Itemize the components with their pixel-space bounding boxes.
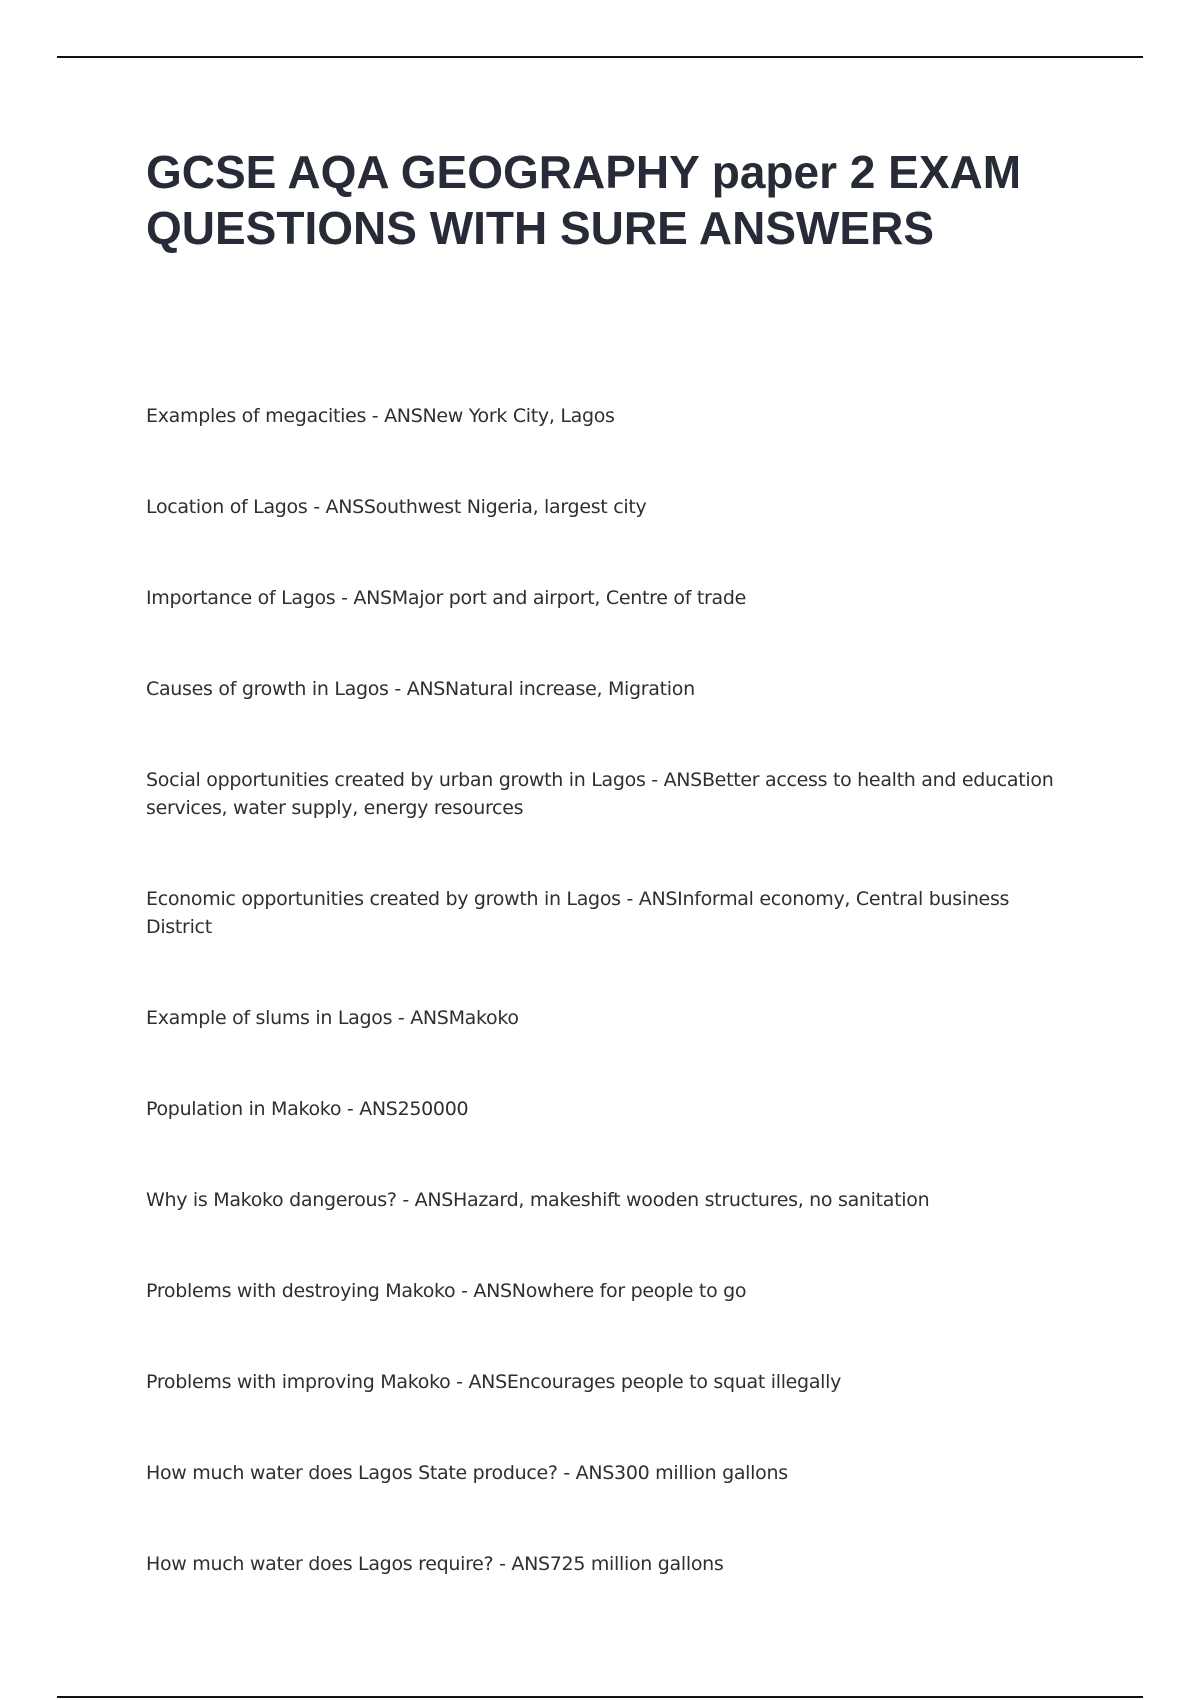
qa-item: Importance of Lagos - ANSMajor port and airport, Centre of trade (146, 587, 746, 609)
qa-item: How much water does Lagos require? - ANS725 million gallons (146, 1553, 724, 1575)
qa-item: Social opportunities created by urban growth in Lagos - ANSBetter access to health and education services, water supply, energy resources (146, 769, 1054, 819)
qa-item: Economic opportunities created by growth in Lagos - ANSInformal economy, Central business District (146, 888, 1010, 938)
qa-item: Examples of megacities - ANSNew York City, Lagos (146, 405, 615, 427)
qa-item: Population in Makoko - ANS250000 (146, 1098, 469, 1120)
qa-item: Why is Makoko dangerous? - ANSHazard, makeshift wooden structures, no sanitation (146, 1189, 930, 1211)
qa-item: Location of Lagos - ANSSouthwest Nigeria, largest city (146, 496, 647, 518)
qa-item: Causes of growth in Lagos - ANSNatural increase, Migration (146, 678, 695, 700)
qa-item: Problems with destroying Makoko - ANSNowhere for people to go (146, 1280, 747, 1302)
qa-list (146, 402, 1066, 1641)
qa-item: Example of slums in Lagos - ANSMakoko (146, 1007, 519, 1029)
qa-item: How much water does Lagos State produce? - ANS300 million gallons (146, 1462, 788, 1484)
top-divider (57, 56, 1143, 58)
qa-item: Problems with improving Makoko - ANSEncourages people to squat illegally (146, 1371, 842, 1393)
document-title: GCSE AQA GEOGRAPHY paper 2 EXAM QUESTIONS WITH SURE ANSWERS (146, 146, 1022, 254)
bottom-divider (57, 1696, 1143, 1698)
